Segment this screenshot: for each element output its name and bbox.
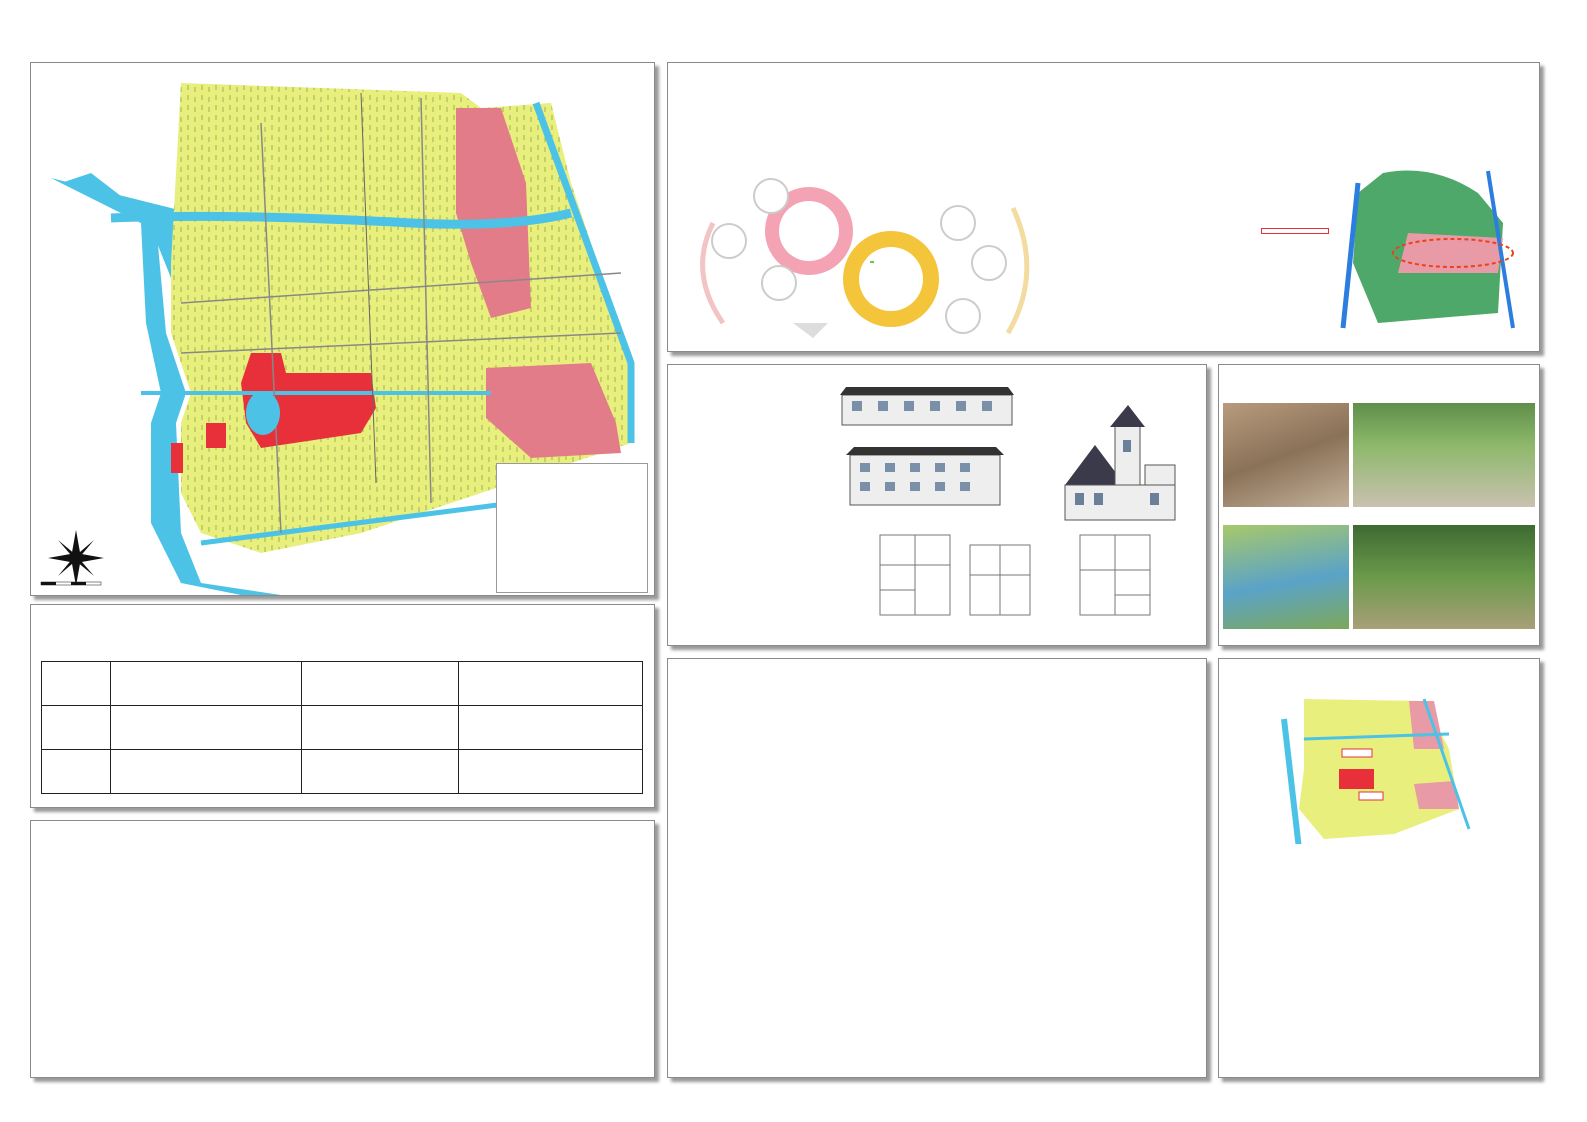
table-row: [42, 750, 643, 794]
table-cell: [42, 706, 111, 750]
circle-rice-sale: [711, 223, 747, 259]
table-header-row: [42, 662, 643, 706]
building-elevation-1: [840, 387, 1014, 425]
industry-note: [1261, 228, 1329, 234]
farmland-panel: [30, 820, 655, 1078]
table-cell: [459, 750, 643, 794]
fitness-area-photo: [1353, 403, 1535, 507]
circle-rice-plant: [753, 178, 789, 214]
facilities-panel: [667, 658, 1207, 1078]
land-use-panel: [30, 62, 655, 596]
chess-plaza-photo: [1223, 403, 1349, 507]
building-elevation-2: [846, 447, 1004, 505]
housing-elevation-drawings: [840, 385, 1200, 635]
tourism-gear-label: [870, 261, 874, 263]
circle-leisure: [945, 298, 981, 334]
industry-structure-map: [1338, 163, 1523, 333]
walkway-photo: [1353, 525, 1535, 629]
header-cell: [302, 662, 459, 706]
village-class-panel: [30, 604, 655, 808]
village-class-table: [41, 661, 643, 794]
table-cell: [459, 706, 643, 750]
near-term-panel: [1218, 658, 1540, 1078]
table-cell: [302, 706, 459, 750]
scale-bar: [41, 582, 101, 585]
table-cell: [42, 750, 111, 794]
village-view-panel: [1218, 364, 1540, 646]
industry-panel: [667, 62, 1540, 352]
circle-farm-exp: [971, 245, 1007, 281]
table-cell: [302, 750, 459, 794]
circle-rural-stay: [940, 205, 976, 241]
circle-agri-proc: [761, 265, 797, 301]
near-term-map: [1274, 689, 1474, 844]
header-cell: [42, 662, 111, 706]
waterfront-photo: [1223, 525, 1349, 629]
table-cell: [111, 750, 302, 794]
housing-panel: [667, 364, 1207, 646]
table-row: [42, 706, 643, 750]
header-cell: [459, 662, 643, 706]
table-cell: [111, 706, 302, 750]
map-legend: [496, 463, 648, 593]
floor-plans: [880, 535, 1150, 615]
building-elevation-3: [1065, 405, 1175, 520]
header-cell: [111, 662, 302, 706]
industry-photo-grid: [1045, 173, 1257, 341]
industry-gear-diagram: [693, 183, 1048, 348]
